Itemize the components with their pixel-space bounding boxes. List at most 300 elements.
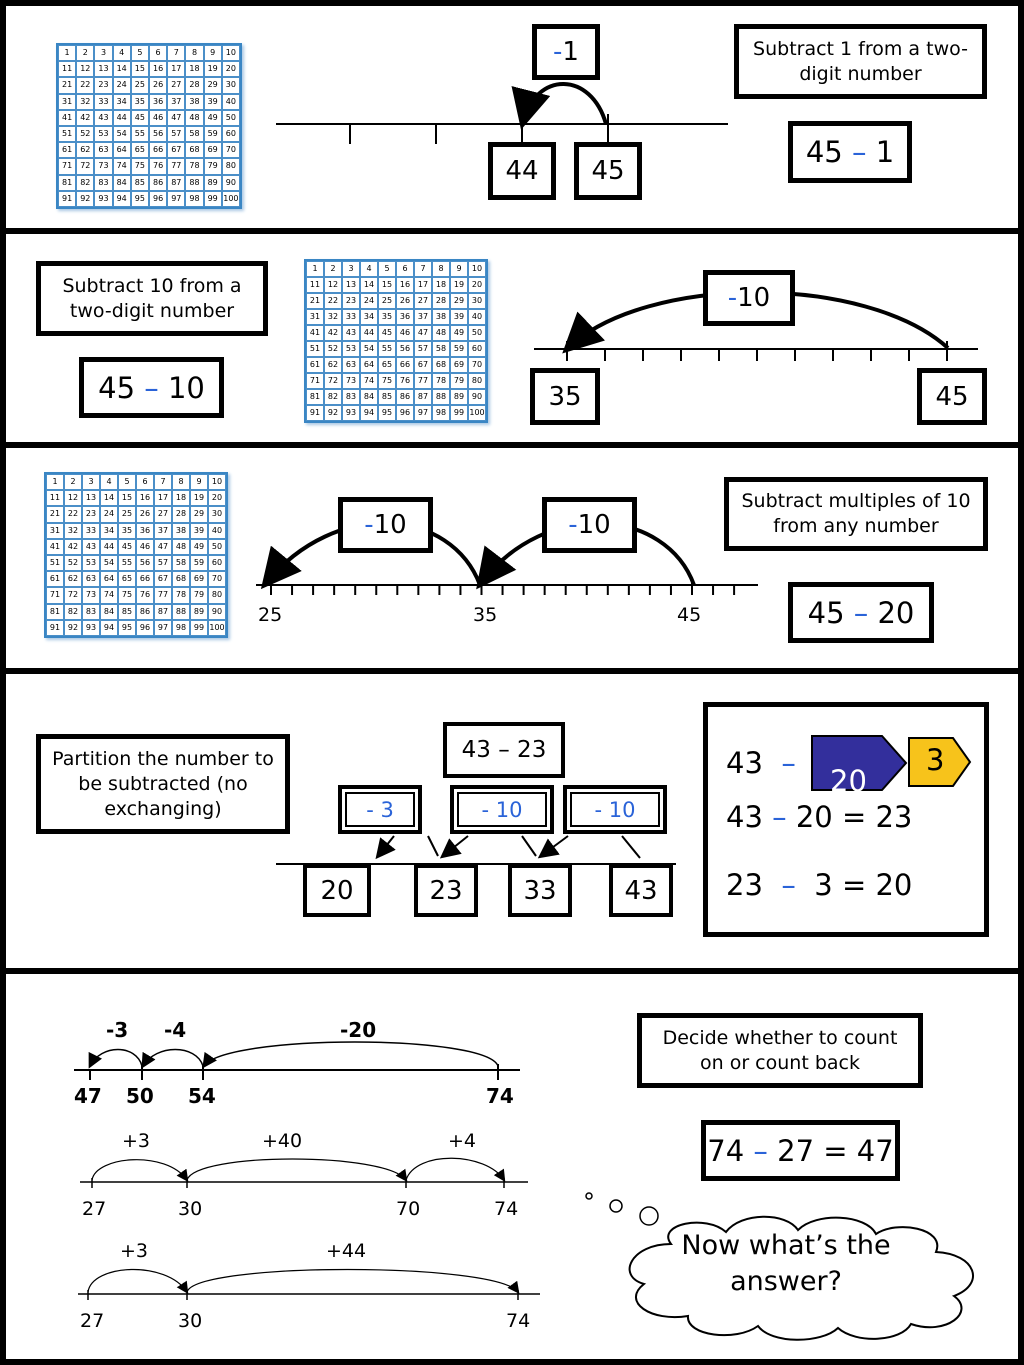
grid-cell: 8 — [432, 261, 450, 277]
grid-cell: 80 — [222, 158, 240, 174]
grid-cell: 58 — [172, 555, 190, 571]
grid-cell: 71 — [306, 373, 324, 389]
grid-cell: 9 — [190, 474, 208, 490]
grid-cell: 38 — [432, 309, 450, 325]
grid-cell: 87 — [167, 175, 185, 191]
grid-cell: 23 — [342, 293, 360, 309]
grid-cell: 12 — [76, 61, 94, 77]
grid-cell: 64 — [360, 357, 378, 373]
grid-cell: 16 — [396, 277, 414, 293]
grid-cell: 54 — [100, 555, 118, 571]
jump-label: - 1 — [532, 24, 600, 80]
grid-cell: 69 — [450, 357, 468, 373]
grid-cell: 14 — [360, 277, 378, 293]
grid-cell: 8 — [172, 474, 190, 490]
grid-cell: 52 — [324, 341, 342, 357]
grid-cell: 98 — [185, 191, 203, 207]
grid-cell: 85 — [131, 175, 149, 191]
grid-cell: 65 — [131, 142, 149, 158]
grid-cell: 43 — [94, 110, 112, 126]
grid-cell: 34 — [100, 523, 118, 539]
grid-cell: 69 — [204, 142, 222, 158]
grid-cell: 94 — [360, 405, 378, 421]
point-label: 27 — [82, 1198, 107, 1220]
grid-cell: 6 — [149, 45, 167, 61]
panel-partition — [6, 674, 1018, 968]
grid-cell: 13 — [82, 490, 100, 506]
grid-cell: 19 — [190, 490, 208, 506]
grid-cell: 91 — [46, 620, 64, 636]
grid-cell: 1 — [306, 261, 324, 277]
grid-cell: 55 — [118, 555, 136, 571]
grid-cell: 53 — [82, 555, 100, 571]
grid-cell: 22 — [64, 506, 82, 522]
grid-cell: 51 — [306, 341, 324, 357]
grid-cell: 68 — [432, 357, 450, 373]
grid-cell: 24 — [113, 77, 131, 93]
grid-cell: 40 — [208, 523, 226, 539]
grid-cell: 76 — [136, 587, 154, 603]
grid-cell: 75 — [118, 587, 136, 603]
grid-cell: 32 — [76, 94, 94, 110]
grid-cell: 67 — [414, 357, 432, 373]
equation: 45 – 20 — [788, 582, 934, 643]
grid-cell: 76 — [396, 373, 414, 389]
grid-cell: 89 — [204, 175, 222, 191]
grid-cell: 26 — [136, 506, 154, 522]
grid-cell: 62 — [76, 142, 94, 158]
grid-cell: 49 — [204, 110, 222, 126]
grid-cell: 75 — [378, 373, 396, 389]
grid-cell: 64 — [113, 142, 131, 158]
grid-cell: 38 — [185, 94, 203, 110]
grid-cell: 50 — [208, 539, 226, 555]
grid-cell: 63 — [94, 142, 112, 158]
grid-cell: 98 — [432, 405, 450, 421]
jump-label: +44 — [326, 1240, 367, 1262]
grid-cell: 8 — [185, 45, 203, 61]
grid-cell: 56 — [136, 555, 154, 571]
grid-cell: 73 — [82, 587, 100, 603]
grid-cell: 96 — [396, 405, 414, 421]
grid-cell: 92 — [64, 620, 82, 636]
grid-cell: 4 — [113, 45, 131, 61]
grid-cell: 81 — [306, 389, 324, 405]
grid-cell: 45 — [131, 110, 149, 126]
start-point-label: 45 — [917, 368, 987, 425]
grid-cell: 78 — [185, 158, 203, 174]
grid-cell: 44 — [100, 539, 118, 555]
grid-cell: 7 — [414, 261, 432, 277]
tick-label: 25 — [258, 604, 283, 626]
grid-cell: 55 — [131, 126, 149, 142]
grid-cell: 5 — [378, 261, 396, 277]
grid-cell: 82 — [76, 175, 94, 191]
grid-cell: 93 — [94, 191, 112, 207]
grid-cell: 54 — [113, 126, 131, 142]
grid-cell: 93 — [342, 405, 360, 421]
grid-cell: 54 — [360, 341, 378, 357]
grid-cell: 45 — [118, 539, 136, 555]
tens-card-value: 20 — [830, 764, 867, 794]
grid-cell: 6 — [136, 474, 154, 490]
grid-cell: 28 — [172, 506, 190, 522]
panel-title: Partition the number to be subtracted (no exchanging) — [36, 734, 290, 834]
card-row-2: 43 – 20 = 23 — [726, 800, 913, 834]
grid-cell: 87 — [154, 604, 172, 620]
grid-cell: 31 — [46, 523, 64, 539]
jump-label-tens: - 10 — [563, 785, 667, 834]
grid-cell: 70 — [222, 142, 240, 158]
grid-cell: 7 — [167, 45, 185, 61]
grid-cell: 1 — [58, 45, 76, 61]
grid-cell: 75 — [131, 158, 149, 174]
panel-subtract-multiples-of-10 — [6, 448, 1018, 668]
panel-title: Subtract multiples of 10 from any number — [724, 477, 988, 551]
grid-cell: 77 — [154, 587, 172, 603]
grid-cell: 83 — [342, 389, 360, 405]
grid-cell: 63 — [82, 571, 100, 587]
grid-cell: 88 — [432, 389, 450, 405]
grid-cell: 18 — [185, 61, 203, 77]
grid-cell: 90 — [468, 389, 486, 405]
grid-cell: 72 — [76, 158, 94, 174]
grid-cell: 37 — [414, 309, 432, 325]
grid-cell: 30 — [468, 293, 486, 309]
grid-cell: 74 — [113, 158, 131, 174]
grid-cell: 60 — [468, 341, 486, 357]
grid-cell: 51 — [58, 126, 76, 142]
grid-cell: 92 — [76, 191, 94, 207]
grid-cell: 41 — [58, 110, 76, 126]
end-point-label: 35 — [530, 368, 600, 425]
grid-cell: 85 — [118, 604, 136, 620]
thought-text: Now what’s the answer? — [681, 1230, 891, 1297]
grid-cell: 18 — [172, 490, 190, 506]
grid-cell: 94 — [100, 620, 118, 636]
grid-cell: 97 — [414, 405, 432, 421]
grid-cell: 100 — [468, 405, 486, 421]
grid-cell: 78 — [432, 373, 450, 389]
grid-cell: 79 — [190, 587, 208, 603]
grid-cell: 36 — [396, 309, 414, 325]
grid-cell: 73 — [94, 158, 112, 174]
jump-label-tens: - 10 — [450, 785, 554, 834]
card-row-1: 43 – — [726, 746, 796, 780]
panel-subtract-1 — [6, 6, 1018, 228]
grid-cell: 70 — [208, 571, 226, 587]
grid-cell: 95 — [118, 620, 136, 636]
grid-cell: 2 — [64, 474, 82, 490]
grid-cell: 99 — [190, 620, 208, 636]
grid-cell: 35 — [131, 94, 149, 110]
grid-cell: 68 — [172, 571, 190, 587]
grid-cell: 26 — [149, 77, 167, 93]
grid-cell: 68 — [185, 142, 203, 158]
point-label: 33 — [508, 864, 572, 917]
grid-cell: 5 — [131, 45, 149, 61]
grid-cell: 33 — [82, 523, 100, 539]
point-label: 47 — [74, 1084, 102, 1108]
jump-label: - 10 — [703, 270, 795, 326]
grid-cell: 25 — [378, 293, 396, 309]
grid-cell: 41 — [306, 325, 324, 341]
grid-cell: 90 — [208, 604, 226, 620]
grid-cell: 81 — [58, 175, 76, 191]
grid-cell: 7 — [154, 474, 172, 490]
grid-cell: 57 — [167, 126, 185, 142]
grid-cell: 25 — [131, 77, 149, 93]
grid-cell: 15 — [131, 61, 149, 77]
grid-cell: 29 — [190, 506, 208, 522]
grid-cell: 60 — [222, 126, 240, 142]
grid-cell: 33 — [94, 94, 112, 110]
grid-cell: 35 — [118, 523, 136, 539]
equation: 74 – 27 = 47 — [701, 1120, 900, 1181]
grid-cell: 66 — [396, 357, 414, 373]
grid-cell: 57 — [414, 341, 432, 357]
grid-cell: 97 — [154, 620, 172, 636]
point-label: 30 — [178, 1198, 203, 1220]
point-label: 74 — [486, 1084, 514, 1108]
grid-cell: 80 — [208, 587, 226, 603]
grid-cell: 24 — [100, 506, 118, 522]
grid-cell: 99 — [204, 191, 222, 207]
tick-label: 35 — [473, 604, 498, 626]
grid-cell: 12 — [64, 490, 82, 506]
jump-label: - 10 — [338, 497, 433, 553]
grid-cell: 25 — [118, 506, 136, 522]
grid-cell: 94 — [113, 191, 131, 207]
jump-label: -3 — [106, 1018, 129, 1042]
grid-cell: 22 — [324, 293, 342, 309]
grid-cell: 2 — [324, 261, 342, 277]
jump-label: - 10 — [542, 497, 637, 553]
grid-cell: 37 — [167, 94, 185, 110]
grid-cell: 66 — [136, 571, 154, 587]
grid-cell: 78 — [172, 587, 190, 603]
grid-cell: 3 — [94, 45, 112, 61]
grid-cell: 43 — [342, 325, 360, 341]
point-label: 74 — [506, 1310, 531, 1332]
grid-cell: 46 — [396, 325, 414, 341]
ones-card-value: 3 — [926, 743, 945, 777]
grid-cell: 80 — [468, 373, 486, 389]
grid-cell: 69 — [190, 571, 208, 587]
grid-cell: 11 — [306, 277, 324, 293]
grid-cell: 31 — [306, 309, 324, 325]
grid-cell: 14 — [100, 490, 118, 506]
grid-cell: 11 — [58, 61, 76, 77]
grid-cell: 95 — [131, 191, 149, 207]
grid-cell: 17 — [154, 490, 172, 506]
grid-cell: 13 — [342, 277, 360, 293]
grid-cell: 65 — [118, 571, 136, 587]
grid-cell: 48 — [185, 110, 203, 126]
grid-cell: 56 — [149, 126, 167, 142]
jump-label: +4 — [448, 1130, 477, 1152]
grid-cell: 87 — [414, 389, 432, 405]
grid-cell: 19 — [450, 277, 468, 293]
start-point-label: 45 — [574, 142, 642, 200]
grid-cell: 27 — [167, 77, 185, 93]
grid-cell: 57 — [154, 555, 172, 571]
grid-cell: 51 — [46, 555, 64, 571]
grid-cell: 82 — [324, 389, 342, 405]
point-label: 30 — [178, 1310, 203, 1332]
grid-cell: 91 — [58, 191, 76, 207]
grid-cell: 28 — [185, 77, 203, 93]
grid-cell: 2 — [76, 45, 94, 61]
grid-cell: 90 — [222, 175, 240, 191]
grid-cell: 100 — [222, 191, 240, 207]
number-line-subtract-10 — [6, 234, 1018, 442]
grid-cell: 53 — [94, 126, 112, 142]
panel-subtract-10 — [6, 234, 1018, 442]
grid-cell: 84 — [360, 389, 378, 405]
grid-cell: 83 — [94, 175, 112, 191]
grid-cell: 72 — [324, 373, 342, 389]
grid-cell: 14 — [113, 61, 131, 77]
grid-cell: 10 — [208, 474, 226, 490]
grid-cell: 96 — [149, 191, 167, 207]
grid-cell: 48 — [172, 539, 190, 555]
grid-cell: 61 — [58, 142, 76, 158]
equation: 45 – 1 — [788, 121, 912, 183]
grid-cell: 37 — [154, 523, 172, 539]
jump-label: +3 — [120, 1240, 149, 1262]
grid-cell: 4 — [100, 474, 118, 490]
grid-cell: 79 — [204, 158, 222, 174]
grid-cell: 21 — [306, 293, 324, 309]
grid-cell: 52 — [64, 555, 82, 571]
grid-cell: 13 — [94, 61, 112, 77]
grid-cell: 12 — [324, 277, 342, 293]
grid-cell: 49 — [190, 539, 208, 555]
grid-cell: 42 — [324, 325, 342, 341]
grid-cell: 56 — [396, 341, 414, 357]
grid-cell: 47 — [167, 110, 185, 126]
jump-label: -4 — [164, 1018, 187, 1042]
equation: 45 – 10 — [79, 357, 224, 418]
grid-cell: 15 — [378, 277, 396, 293]
point-label: 50 — [126, 1084, 154, 1108]
grid-cell: 82 — [64, 604, 82, 620]
grid-cell: 10 — [222, 45, 240, 61]
grid-cell: 45 — [378, 325, 396, 341]
grid-cell: 43 — [82, 539, 100, 555]
grid-cell: 83 — [82, 604, 100, 620]
grid-cell: 5 — [118, 474, 136, 490]
grid-cell: 60 — [208, 555, 226, 571]
grid-cell: 67 — [154, 571, 172, 587]
grid-cell: 86 — [149, 175, 167, 191]
grid-cell: 16 — [136, 490, 154, 506]
grid-cell: 42 — [64, 539, 82, 555]
grid-cell: 64 — [100, 571, 118, 587]
grid-cell: 74 — [360, 373, 378, 389]
grid-cell: 55 — [378, 341, 396, 357]
grid-cell: 15 — [118, 490, 136, 506]
grid-cell: 66 — [149, 142, 167, 158]
grid-cell: 71 — [46, 587, 64, 603]
grid-cell: 84 — [100, 604, 118, 620]
grid-cell: 32 — [64, 523, 82, 539]
grid-cell: 88 — [185, 175, 203, 191]
grid-cell: 93 — [82, 620, 100, 636]
grid-cell: 98 — [172, 620, 190, 636]
point-label: 70 — [396, 1198, 421, 1220]
grid-cell: 62 — [324, 357, 342, 373]
grid-cell: 21 — [46, 506, 64, 522]
panel-title: Subtract 10 from a two-digit number — [36, 261, 268, 336]
grid-cell: 30 — [208, 506, 226, 522]
grid-cell: 26 — [396, 293, 414, 309]
grid-cell: 70 — [468, 357, 486, 373]
grid-cell: 23 — [82, 506, 100, 522]
jump-label: -20 — [340, 1018, 377, 1042]
grid-cell: 41 — [46, 539, 64, 555]
grid-cell: 23 — [94, 77, 112, 93]
grid-cell: 59 — [450, 341, 468, 357]
grid-cell: 97 — [167, 191, 185, 207]
jump-label-ones: - 3 — [338, 785, 422, 834]
grid-cell: 92 — [324, 405, 342, 421]
jump-label: +40 — [262, 1130, 303, 1152]
grid-cell: 71 — [58, 158, 76, 174]
point-label: 43 — [609, 864, 673, 917]
grid-cell: 42 — [76, 110, 94, 126]
grid-cell: 46 — [136, 539, 154, 555]
tick-label: 45 — [677, 604, 702, 626]
grid-cell: 62 — [64, 571, 82, 587]
grid-cell: 72 — [64, 587, 82, 603]
grid-cell: 10 — [468, 261, 486, 277]
point-label: 27 — [80, 1310, 105, 1332]
grid-cell: 9 — [204, 45, 222, 61]
grid-cell: 61 — [46, 571, 64, 587]
grid-cell: 32 — [324, 309, 342, 325]
grid-cell: 18 — [432, 277, 450, 293]
grid-cell: 40 — [222, 94, 240, 110]
panel-title: Decide whether to count on or count back — [637, 1013, 923, 1088]
grid-cell: 53 — [342, 341, 360, 357]
grid-cell: 65 — [378, 357, 396, 373]
grid-cell: 27 — [154, 506, 172, 522]
grid-cell: 29 — [204, 77, 222, 93]
grid-cell: 6 — [396, 261, 414, 277]
grid-cell: 89 — [190, 604, 208, 620]
grid-cell: 49 — [450, 325, 468, 341]
point-label: 74 — [494, 1198, 519, 1220]
grid-cell: 47 — [414, 325, 432, 341]
grid-cell: 38 — [172, 523, 190, 539]
grid-cell: 47 — [154, 539, 172, 555]
panel-title: Subtract 1 from a two-digit number — [734, 24, 987, 99]
grid-cell: 36 — [149, 94, 167, 110]
grid-cell: 27 — [414, 293, 432, 309]
grid-cell: 99 — [450, 405, 468, 421]
grid-cell: 46 — [149, 110, 167, 126]
grid-cell: 96 — [136, 620, 154, 636]
grid-cell: 76 — [149, 158, 167, 174]
grid-cell: 30 — [222, 77, 240, 93]
grid-cell: 52 — [76, 126, 94, 142]
grid-cell: 29 — [450, 293, 468, 309]
grid-cell: 17 — [414, 277, 432, 293]
grid-cell: 36 — [136, 523, 154, 539]
grid-cell: 40 — [468, 309, 486, 325]
